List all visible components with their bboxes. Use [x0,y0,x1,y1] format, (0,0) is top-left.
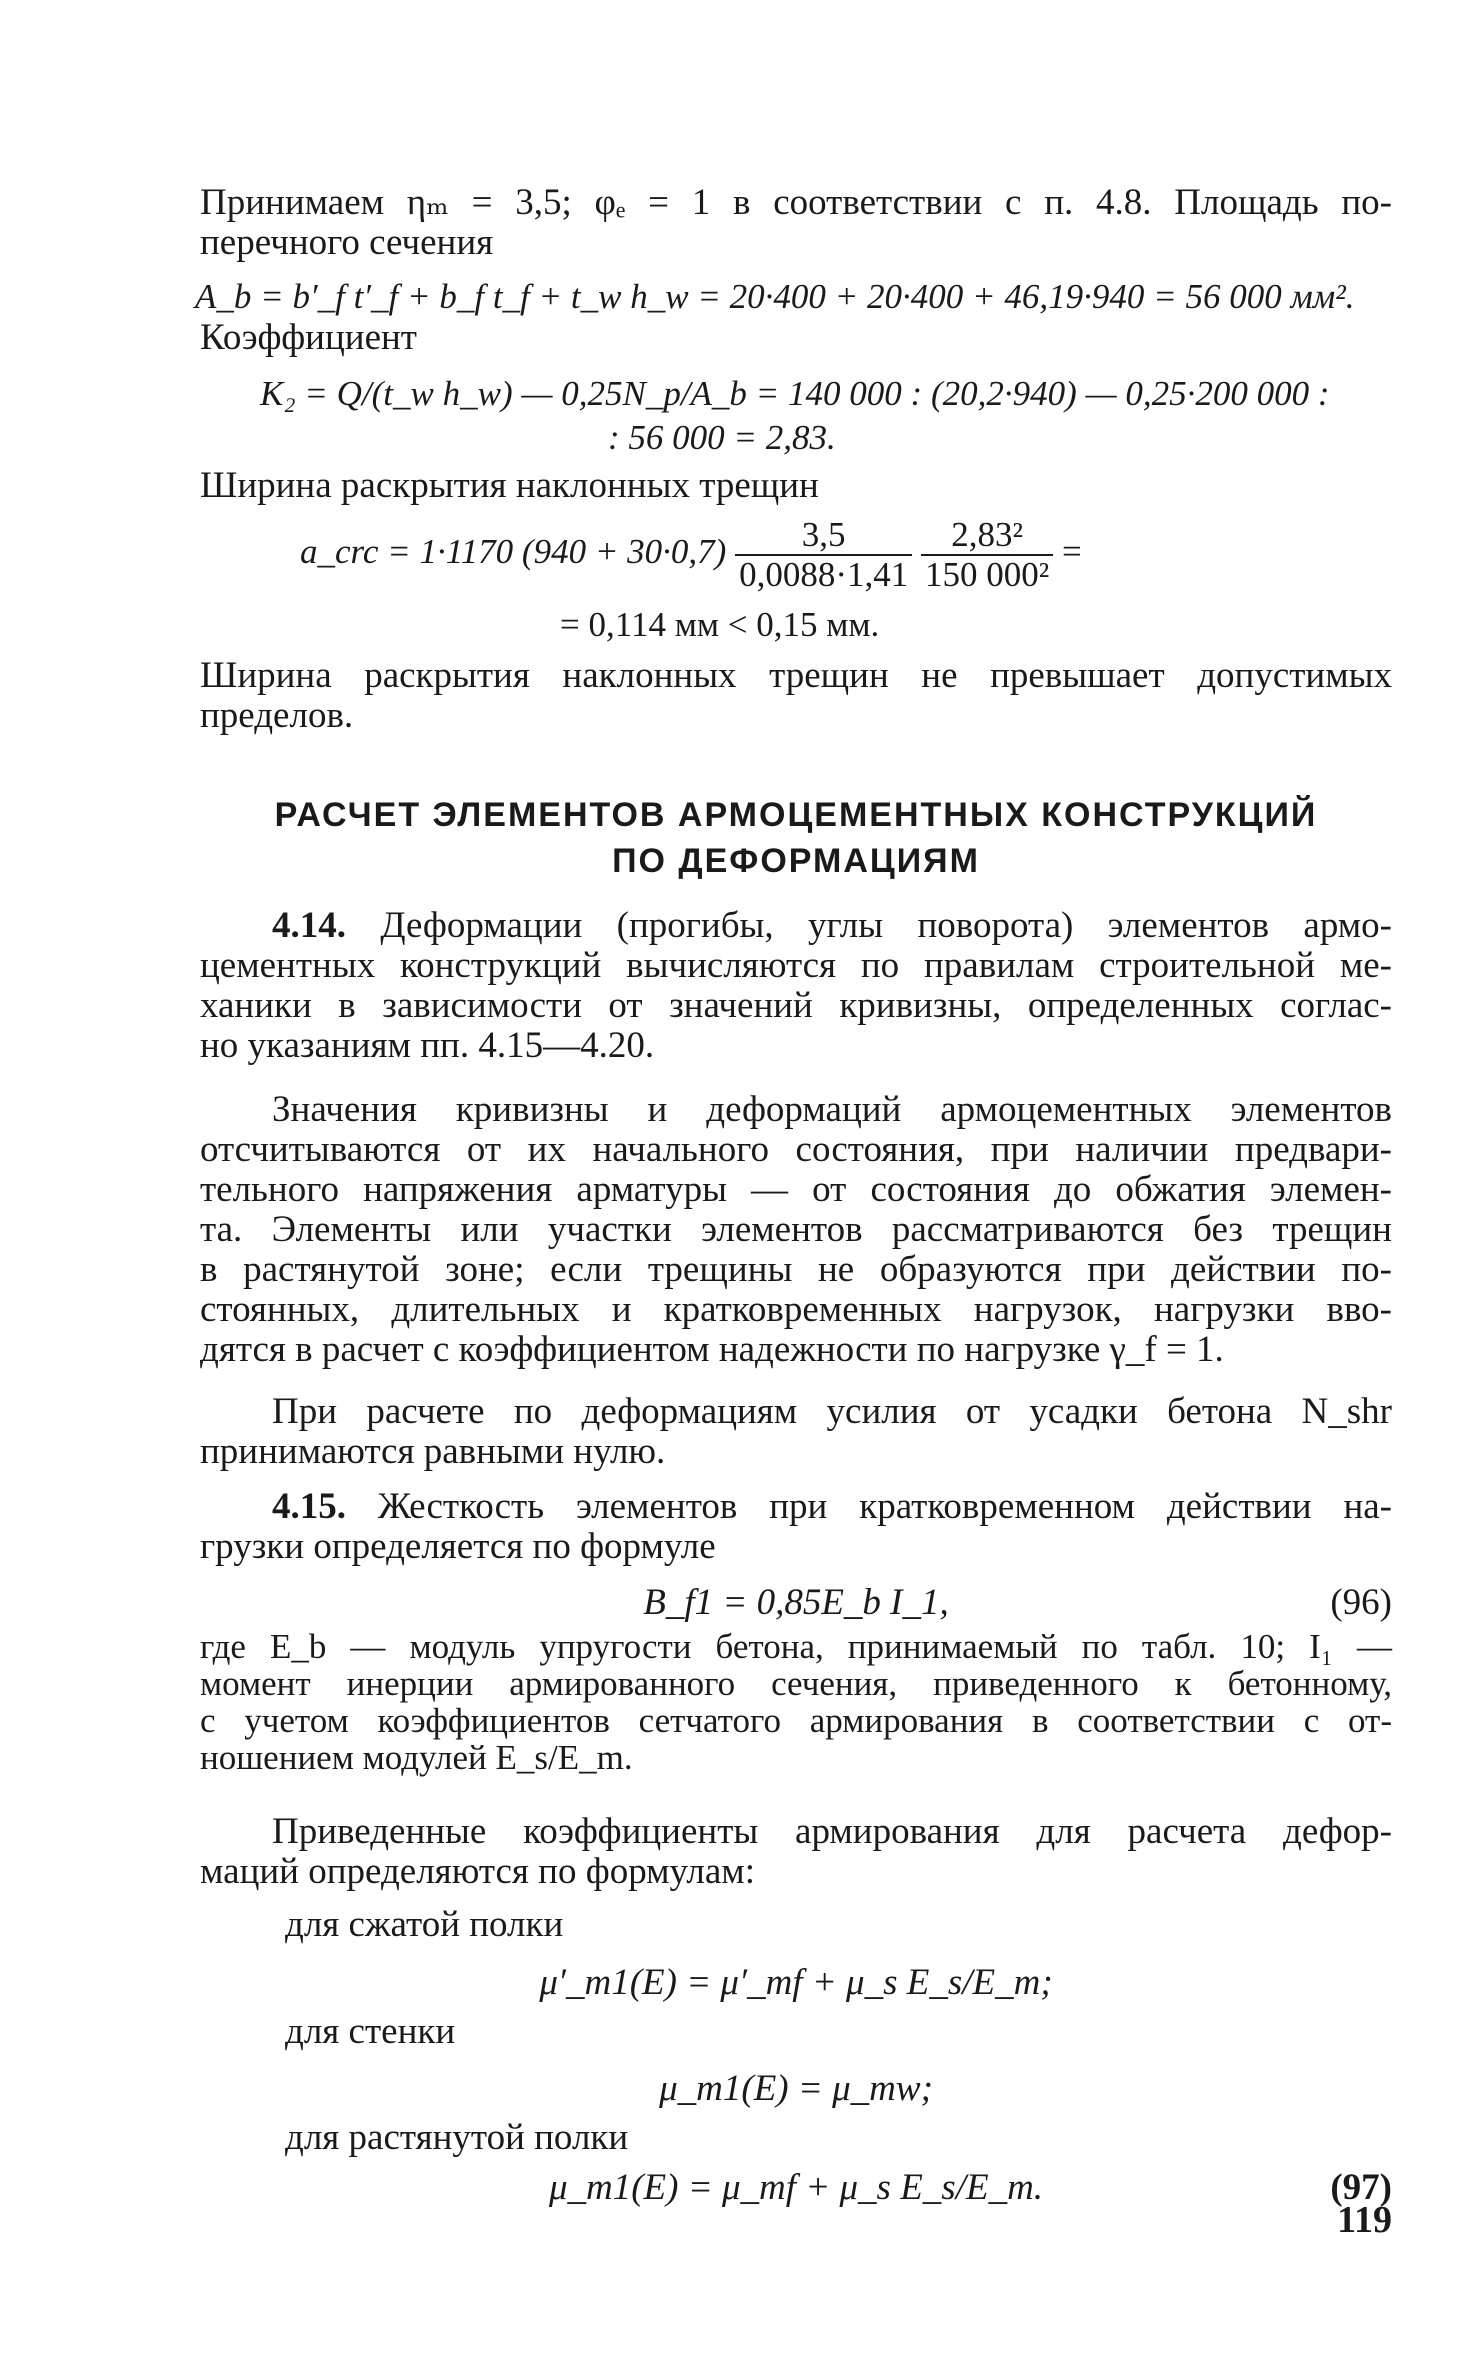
formula-compressed-flange-row [200,1963,1392,2003]
formula-97: μ_m1(E) = μ_mf + μ_s E_s/E_m. [548,2167,1044,2208]
fraction-2-denominator: 150 000² [925,555,1050,594]
clause-number: 4.14. [272,905,346,946]
text-line: перечного сечения [200,222,494,263]
text-line: Ширина раскрытия наклонных трещин не превышает допустимых [200,655,1392,696]
paragraph-values [200,1090,1392,1370]
text-line: стоянных, длительных и кратковременных нагрузок, нагрузки вво- [200,1289,1392,1330]
text-line: При расчете по деформациям усилия от усадки бетона N_shr [272,1391,1392,1432]
text-line: где E_b — модуль упругости бетона, принимаемый по табл. 10; I₁ — [200,1627,1392,1666]
text-line: с учетом коэффициентов сетчатого армирования в соответствии с от- [200,1701,1392,1740]
intro-paragraph [200,183,1392,263]
formula-96-row [200,1583,1392,1623]
fraction-1 [735,516,912,594]
text-line: цементных конструкций вычисляются по правилам строительной ме- [200,945,1392,986]
text-line: дятся в расчет с коэффициентом надежности по нагрузке γ_f = 1. [200,1329,1224,1370]
fraction-2 [921,516,1053,594]
text-line: тельного напряжения арматуры — от состояния до обжатия элемен- [200,1169,1392,1210]
label-koef: Коэффициент [200,317,417,358]
text-line: ханики в зависимости от значений кривизны, определенных соглас- [200,985,1392,1026]
text-line: Значения кривизны и деформаций армоцементных элементов [272,1089,1392,1130]
paragraph-4-14 [200,906,1392,1066]
text-span: Жесткость элементов при кратковременном действии на- [346,1486,1392,1527]
text-line: маций определяются по формулам: [200,1851,755,1892]
heading-line: ПО ДЕФОРМАЦИЯМ [612,842,980,880]
text-line [200,1487,1392,1527]
formula-acrc [300,516,1300,594]
equation-number: (97) [1330,2167,1392,2208]
text-line: принимаются равными нулю. [200,1431,666,1472]
text-line: отсчитываются от их начального состояния, при наличии предвари- [200,1129,1392,1170]
paragraph-4-15 [200,1487,1392,1567]
text-line: но указаниям пп. 4.15—4.20. [200,1025,655,1066]
label-wall: для стенки [285,2011,456,2052]
formula-96: B_f1 = 0,85E_b I_1, [643,1582,949,1623]
formula-k2-line2: : 56 000 = 2,83. [608,418,836,457]
fraction-1-numerator: 3,5 [735,516,912,556]
equals-sign: = [1062,532,1082,572]
formula-acrc-result: = 0,114 мм < 0,15 мм. [560,605,880,644]
text-line: Приведенные коэффициенты армирования для расчета дефор- [272,1811,1392,1852]
formula-acrc-lhs: a_crc = 1·1170 (940 + 30·0,7) [300,532,727,572]
conclusion-paragraph [200,656,1392,736]
heading-line: РАСЧЕТ ЭЛЕМЕНТОВ АРМОЦЕМЕНТНЫХ КОНСТРУКЦИЙ [274,796,1318,834]
paragraph-reduced [200,1812,1392,1892]
label-compressed-flange: для сжатой полки [285,1904,564,1945]
formula-ab: A_b = b′_f t′_f + b_f t_f + t_w h_w = 20·400 + 20·400 + 46,19·940 = 56 000 мм². [195,277,1355,316]
paragraph-where [200,1628,1392,1776]
text-line: ношением модулей E_s/E_m. [200,1738,633,1777]
text-line: та. Элементы или участки элементов рассматриваются без трещин [200,1209,1392,1250]
paragraph-shrinkage [200,1392,1392,1472]
label-tension-flange: для растянутой полки [285,2117,629,2158]
text-line: в растянутой зоне; если трещины не образуются при действии по- [200,1249,1392,1290]
text-line: Принимаем ηₘ = 3,5; φₑ = 1 в соответствии с п. 4.8. Площадь по- [200,182,1392,223]
text-span: Деформации (прогибы, углы поворота) элементов армо- [346,905,1392,946]
formula-k2-line1: K₂ = Q/(t_w h_w) — 0,25N_p/A_b = 140 000 : (20,2·940) — 0,25·200 000 : [260,374,1330,413]
label-crack-width: Ширина раскрытия наклонных трещин [200,465,819,506]
formula-compressed-flange: μ′_m1(E) = μ′_mf + μ_s E_s/E_m; [539,1962,1053,2003]
text-line: момент инерции армированного сечения, приведенного к бетонному, [200,1664,1392,1703]
fraction-1-denominator: 0,0088·1,41 [739,555,909,594]
formula-wall-row [200,2069,1392,2109]
text-line: пределов. [200,695,354,736]
text-line [200,906,1392,946]
page-number: 119 [1337,2199,1392,2241]
equation-number: (96) [1330,1582,1392,1623]
fraction-2-numerator: 2,83² [921,516,1053,556]
clause-number: 4.15. [272,1486,346,1527]
text-line: грузки определяется по формуле [200,1526,716,1567]
formula-97-row [200,2168,1392,2208]
formula-wall: μ_m1(E) = μ_mw; [659,2068,933,2109]
section-heading [200,792,1392,884]
